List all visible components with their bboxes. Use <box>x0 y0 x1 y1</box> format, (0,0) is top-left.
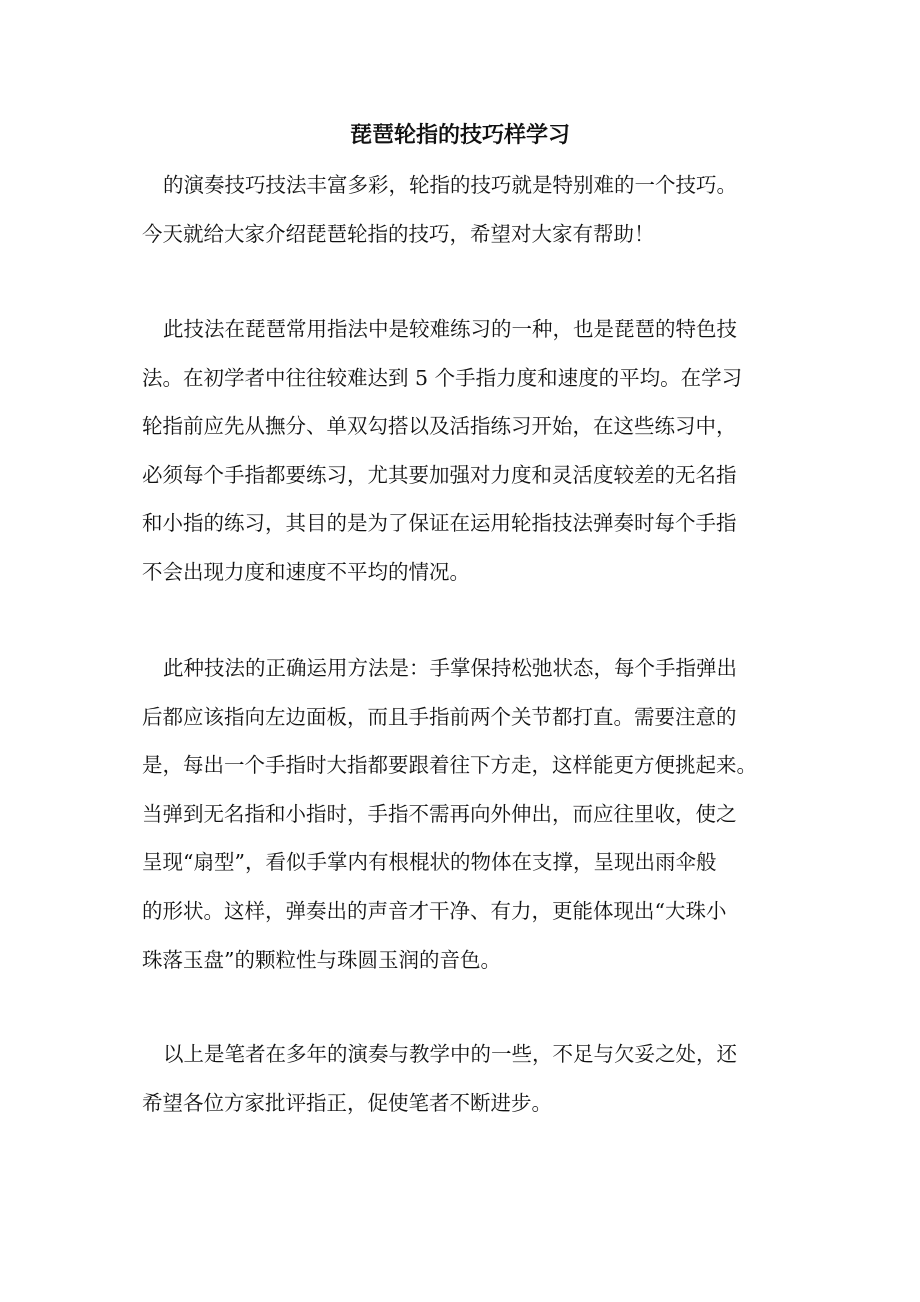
text-line: 必须每个手指都要练习，尤其要加强对力度和灵活度较差的无名指 <box>142 462 737 487</box>
text-line: 以上是笔者在多年的演奏与教学中的一些，不足与欠妥之处，还 <box>163 1042 737 1066</box>
paragraph-2 <box>142 305 792 597</box>
text-line: 今天就给大家介绍琵琶轮指的技巧，希望对大家有帮助！ <box>142 221 655 246</box>
paragraph-1 <box>142 161 792 258</box>
text-line: 轮指前应先从撫分、单双勾搭以及活指练习开始，在这些练习中， <box>142 414 737 439</box>
text-line: 珠落玉盘”的颗粒性与珠圆玉润的音色。 <box>142 947 501 972</box>
text-line: 此技法在琵琶常用指法中是较难练习的一种，也是琵琶的特色技 <box>163 317 737 341</box>
text-line: 当弹到无名指和小指时，手指不需再向外伸出，而应往里收，使之 <box>142 801 737 826</box>
text-line: 呈现“扇型”，看似手掌内有根棍状的物体在支撑，呈现出雨伞般 <box>142 850 717 875</box>
paragraph-3 <box>142 644 792 984</box>
text-line: 法。在初学者中往往较难达到 5 个手指力度和速度的平均。在学习 <box>142 365 743 390</box>
text-line: 希望各位方家批评指正，促使笔者不断进步。 <box>142 1090 552 1115</box>
text-line: 不会出现力度和速度不平均的情况。 <box>142 559 470 584</box>
text-line: 此种技法的正确运用方法是：手掌保持松弛状态，每个手指弹出 <box>163 656 737 680</box>
document-title: 琵琶轮指的技巧样学习 <box>349 123 570 148</box>
text-line: 的形状。这样，弹奏出的声音才干净、有力，更能体现出“大珠小 <box>142 898 727 923</box>
text-line: 是，每出一个手指时大指都要跟着往下方走，这样能更方便挑起来。 <box>142 753 757 778</box>
text-line: 和小指的练习，其目的是为了保证在运用轮指技法弹奏时每个手指 <box>142 511 737 536</box>
text-line: 后都应该指向左边面板，而且手指前两个关节都打直。需要注意的 <box>142 704 737 729</box>
paragraph-4 <box>142 1030 792 1127</box>
text-line: 的演奏技巧技法丰富多彩，轮指的技巧就是特别难的一个技巧。 <box>163 173 737 197</box>
